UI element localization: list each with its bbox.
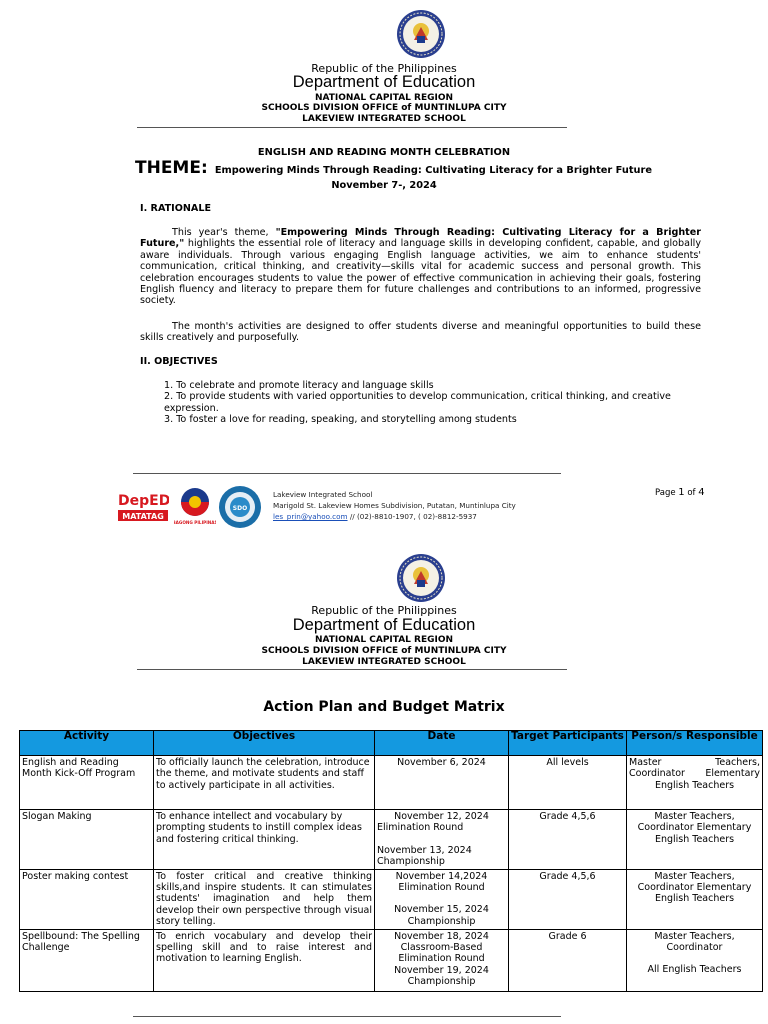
responsible-line: All English Teachers: [647, 964, 742, 976]
header-divider: [137, 127, 567, 128]
footer-divider: [133, 473, 561, 474]
logo-deped-text: DepED: [118, 493, 169, 509]
theme-line: [135, 158, 695, 178]
table-row: [20, 756, 763, 810]
school-label: LAKEVIEW INTEGRATED SCHOOL: [302, 114, 466, 124]
activity-cell: Spellbound: The Spelling Challenge: [20, 929, 154, 991]
responsible-line-spacer: [629, 953, 760, 964]
logo-sdo-text: SDO: [232, 505, 248, 512]
theme-text: Empowering Minds Through Reading: Cultivating Literacy for a Brighter Future: [214, 165, 652, 176]
header-divider-page2: [137, 669, 567, 670]
table-header-row: [20, 731, 763, 756]
action-plan-table: [19, 730, 763, 992]
responsible-cell: Master Teachers, Coordinator Elementary English Teachers: [627, 869, 763, 929]
activity-cell: Slogan Making: [20, 810, 154, 870]
date-line: Championship: [407, 976, 476, 988]
column-header: Objectives: [154, 731, 375, 756]
objectives-heading: II. OBJECTIVES: [140, 356, 218, 367]
objectives-cell: To enhance intellect and vocabulary by prompting students to instill complex ideas and fostering critical thinking.: [154, 810, 375, 870]
footer-contact-line: [273, 511, 573, 522]
rationale-body: highlights the essential role of literacy and language skills in developing confident, capable, and globally aware individuals. Through various engaging English language activities, we aim to enhance students' communication, critical thinking, and creativity—skills vital for academic success and personal growth. This celebration encourages students to value the power of effective communication in achieving their goals, fostering English fluency and literacy to prepare them for future challenges and contributions to an informed, progressive society.: [140, 238, 701, 307]
objectives-cell: To enrich vocabulary and develop their spelling skill and to raise interest and motivation to learning English.: [154, 929, 375, 991]
rationale-paragraph: [140, 227, 701, 307]
sdo-muntinlupa-seal-icon: [218, 485, 262, 529]
bagong-pilipinas-logo: [174, 485, 216, 527]
responsible-cell: [627, 929, 763, 991]
date-line-spacer: [377, 834, 506, 845]
division-label: SCHOOLS DIVISION OFFICE of MUNTINLUPA CITY: [261, 103, 507, 113]
page-total: 4: [698, 487, 705, 498]
logo-matatag-text: MATATAG: [122, 512, 164, 521]
footer-phones: // (02)-8810-1907, ( 02)-8812-5937: [347, 512, 477, 521]
objectives-cell: To officially launch the celebration, introduce the theme, and motivate students and staff to actively participate in all activities.: [154, 756, 375, 810]
rationale-theme-quote: "Empowering Minds Through Reading: Cultivating Literacy for a Brighter Future,": [140, 227, 701, 250]
column-header: Date: [375, 731, 509, 756]
deped-seal-icon: [396, 9, 446, 59]
responsible-cell: Master Teachers, Coordinator Elementary English Teachers: [627, 810, 763, 870]
date-cell: [375, 929, 509, 991]
deped-matatag-logo: [117, 489, 169, 525]
date-line: Championship: [407, 915, 476, 927]
region-label-page2: NATIONAL CAPITAL REGION: [314, 635, 454, 645]
event-date: November 7-, 2024: [331, 180, 437, 191]
date-line: November 19, 2024: [394, 964, 489, 976]
date-line: Championship: [377, 856, 445, 868]
date-cell: November 6, 2024: [375, 756, 509, 810]
page-of: of: [684, 488, 699, 498]
logo-bagong-text: BAGONG PILIPINAS: [174, 520, 216, 525]
responsible-line: Coordinator: [666, 942, 723, 954]
footer-divider-page2: [133, 1016, 561, 1017]
table-row: [20, 810, 763, 870]
objective-item: 3. To foster a love for reading, speaking, and storytelling among students: [164, 414, 517, 426]
participants-cell: Grade 6: [509, 929, 627, 991]
republic-label-page2: Republic of the Philippines: [311, 604, 457, 617]
region-label: NATIONAL CAPITAL REGION: [314, 93, 454, 103]
date-line-spacer: [377, 893, 506, 904]
date-line: Elimination Round: [398, 953, 485, 965]
date-line: Elimination Round: [398, 882, 485, 894]
footer-email-link[interactable]: les_prin@yahoo.com: [273, 512, 348, 521]
date-cell: [375, 869, 509, 929]
activity-cell: Poster making contest: [20, 869, 154, 929]
date-line: November 15, 2024: [394, 904, 489, 916]
date-line: November 18, 2024: [394, 930, 489, 942]
participants-cell: Grade 4,5,6: [509, 869, 627, 929]
division-label-page2: SCHOOLS DIVISION OFFICE of MUNTINLUPA CITY: [261, 646, 507, 656]
participants-cell: All levels: [509, 756, 627, 810]
republic-label: Republic of the Philippines: [311, 62, 457, 75]
department-title-page2: Department of Education: [292, 616, 476, 634]
page-prefix: Page: [655, 488, 679, 498]
column-header: Person/s Responsible: [627, 731, 763, 756]
event-title: ENGLISH AND READING MONTH CELEBRATION: [257, 147, 511, 158]
footer-school-name: Lakeview Integrated School: [273, 490, 373, 499]
objective-item: 1. To celebrate and promote literacy and language skills: [164, 380, 434, 391]
participants-cell: Grade 4,5,6: [509, 810, 627, 870]
activity-cell: English and Reading Month Kick-Off Program: [20, 756, 154, 810]
objectives-list: [164, 380, 701, 426]
page-indicator: [655, 487, 705, 498]
date-line: Classroom-Based: [400, 942, 483, 954]
matrix-title: Action Plan and Budget Matrix: [263, 699, 505, 715]
date-line: Elimination Round: [377, 822, 464, 834]
rationale-intro: This year's theme,: [172, 227, 276, 238]
date-line: November 12, 2024: [394, 811, 489, 822]
date-cell: [375, 810, 509, 870]
date-line: November 14,2024: [395, 870, 488, 882]
department-title: Department of Education: [292, 73, 476, 91]
school-label-page2: LAKEVIEW INTEGRATED SCHOOL: [302, 657, 466, 667]
rationale-paragraph-2: The month's activities are designed to offer students diverse and meaningful opportunities to build these skills creatively and purposefully.: [140, 321, 701, 344]
theme-label: THEME:: [135, 158, 208, 178]
table-row: [20, 869, 763, 929]
objective-item: 2. To provide students with varied opportunities to develop communication, critical thinking, and creative expression.: [164, 391, 671, 414]
rationale-heading: I. RATIONALE: [140, 203, 212, 214]
date-line: November 13, 2024: [377, 844, 472, 856]
footer-contact: [273, 489, 573, 522]
responsible-cell: Master Teachers, Coordinator Elementary English Teachers: [627, 756, 763, 810]
deped-seal-icon-page2: [396, 553, 446, 603]
objectives-cell: To foster critical and creative thinking skills,and inspire students. It can stimulates students' imagination and help them develop their own perspective through visual story telling.: [154, 869, 375, 929]
page-number: 1: [678, 487, 685, 498]
footer-address: Marigold St. Lakeview Homes Subdivision, Putatan, Muntinlupa City: [273, 501, 516, 510]
column-header: Target Participants: [509, 731, 627, 756]
table-row: [20, 929, 763, 991]
column-header: Activity: [20, 731, 154, 756]
responsible-line: Master Teachers,: [654, 930, 735, 942]
